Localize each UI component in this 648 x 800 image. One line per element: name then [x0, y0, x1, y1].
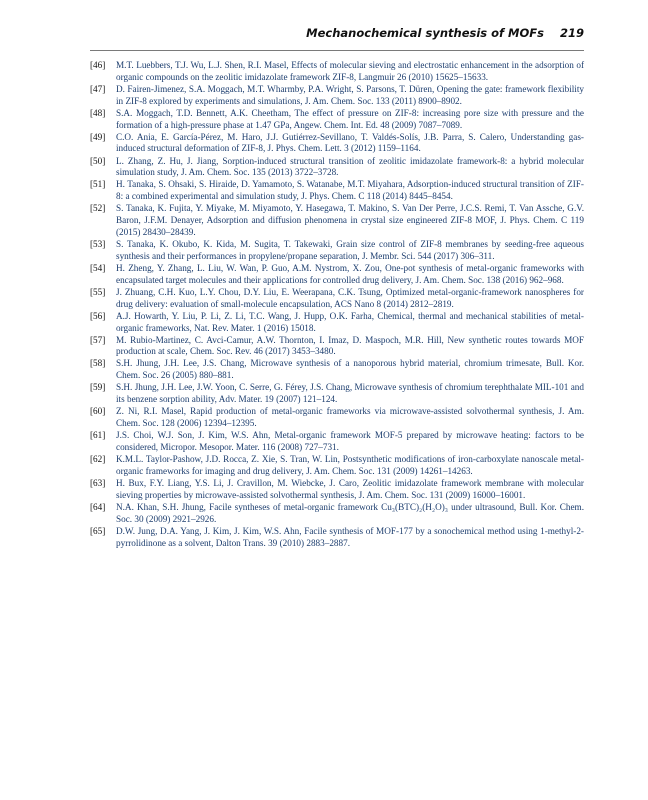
reference-item [90, 203, 584, 238]
reference-text[interactable]: J. Zhuang, C.H. Kuo, L.Y. Chou, D.Y. Liu, E. Weerapana, C.K. Tsung, Optimized metal-organic-framework nanospheres for drug delivery: evaluation of small-molecule encapsulation, ACS Nano 8 (2014) 2812–2819. [116, 286, 584, 309]
reference-item [90, 382, 584, 406]
reference-item [90, 132, 584, 156]
page-number: 219 [559, 26, 584, 40]
reference-number: [49] [90, 131, 106, 142]
reference-number: [58] [90, 358, 106, 369]
reference-item [90, 478, 584, 502]
reference-number: [54] [90, 262, 106, 273]
reference-item [90, 358, 584, 382]
reference-text[interactable]: Z. Ni, R.I. Masel, Rapid production of metal-organic frameworks via microwave-assisted solvothermal synthesis, J. Am. Chem. Soc. 128 (2006) 12394–12395. [116, 406, 584, 429]
reference-text[interactable]: N.A. Khan, S.H. Jhung, Facile syntheses of metal-organic framework Cu₃(BTC)₂(H₂O)₃ under ultrasound, Bull. Kor. Chem. Soc. 30 (2009) 2921–2926. [116, 501, 584, 524]
reference-item [90, 108, 584, 132]
running-header [90, 26, 584, 40]
running-title: Mechanochemical synthesis of MOFs [306, 26, 544, 40]
reference-number: [61] [90, 430, 106, 441]
reference-number: [47] [90, 83, 106, 94]
reference-number: [48] [90, 107, 106, 118]
reference-item [90, 84, 584, 108]
reference-text[interactable]: J.S. Choi, W.J. Son, J. Kim, W.S. Ahn, Metal-organic framework MOF-5 prepared by microwave heating: factors to be considered, Micropor. Mesopor. Mater. 116 (2008) 727–731. [116, 430, 584, 452]
reference-text[interactable]: H. Zheng, Y. Zhang, L. Liu, W. Wan, P. Guo, A.M. Nystrom, X. Zou, One-pot synthesis of metal-organic frameworks with encapsulated target molecules and their applications for controlled drug delivery, J. Am. Chem. Soc. 138 (2016) 962–968. [116, 262, 584, 285]
reference-number: [57] [90, 334, 106, 345]
reference-text[interactable]: D.W. Jung, D.A. Yang, J. Kim, J. Kim, W.S. Ahn, Facile synthesis of MOF-177 by a sonochemical method using 1-methyl-2-pyrrolidinone as a solvent, Dalton Trans. 39 (2010) 2883–2887. [116, 525, 584, 548]
reference-number: [64] [90, 501, 106, 512]
reference-number: [59] [90, 382, 106, 393]
reference-item [90, 502, 584, 526]
reference-text[interactable]: L. Zhang, Z. Hu, J. Jiang, Sorption-induced structural transition of zeolitic imidazolate framework-8: a hybrid molecular simulation study, J. Am. Chem. Soc. 135 (2013) 3722–3728. [116, 155, 584, 178]
reference-item [90, 454, 584, 478]
reference-number: [60] [90, 406, 106, 417]
reference-item [90, 311, 584, 335]
reference-text[interactable]: K.M.L. Taylor-Pashow, J.D. Rocca, Z. Xie, S. Tran, W. Lin, Postsynthetic modifications of iron-carboxylate nanoscale metal-organic frameworks for imaging and drug delivery, J. Am. Chem. Soc. 131 (2009) 14261–14263. [116, 454, 584, 476]
reference-number: [55] [90, 286, 106, 297]
reference-number: [56] [90, 310, 106, 321]
reference-text[interactable]: H. Tanaka, S. Ohsaki, S. Hiraide, D. Yamamoto, S. Watanabe, M.T. Miyahara, Adsorption-induced structural transition of ZIF-8: a combined experimental and simulation study, J. Phys. Chem. C 118 (2014) 8445–8454. [116, 179, 584, 202]
reference-number: [62] [90, 454, 106, 465]
reference-text[interactable]: C.O. Ania, E. García-Pérez, M. Haro, J.J. Gutiérrez-Sevillano, T. Valdés-Solís, J.B. Parra, S. Calero, Understanding gas-induced structural deformation of ZIF-8, J. Phys. Chem. Lett. 3 (2012) 1159–1164. [116, 131, 584, 154]
reference-number: [65] [90, 525, 106, 536]
reference-text[interactable]: S. Tanaka, K. Okubo, K. Kida, M. Sugita, T. Takewaki, Grain size control of ZIF-8 membranes by seeding-free aqueous synthesis and their performances in propylene/propane separation, J. Membr. Sci. 544 (2017) 306–311. [116, 239, 584, 261]
reference-item [90, 406, 584, 430]
reference-item [90, 60, 584, 84]
reference-text[interactable]: A.J. Howarth, Y. Liu, P. Li, Z. Li, T.C. Wang, J. Hupp, O.K. Farha, Chemical, thermal and mechanical stabilities of metal-organic frameworks, Nat. Rev. Mater. 1 (2016) 15018. [116, 310, 584, 333]
reference-item [90, 430, 584, 454]
reference-item [90, 156, 584, 180]
reference-number: [51] [90, 179, 106, 190]
reference-item [90, 287, 584, 311]
reference-text[interactable]: S. Tanaka, K. Fujita, Y. Miyake, M. Miyamoto, Y. Hasegawa, T. Makino, S. Van Der Perre, J.C.S. Remi, T. Van Assche, G.V. Baron, J.F.M. Denayer, Adsorption and diffusion phenomena in crystal size engineered ZIF-8 MOF, J. Phys. Chem. C 119 (2015) 28430–28439. [116, 203, 584, 237]
reference-number: [52] [90, 203, 106, 214]
reference-text[interactable]: S.H. Jhung, J.H. Lee, J.S. Chang, Microwave synthesis of a nanoporous hybrid material, chromium trimesate, Bull. Kor. Chem. Soc. 26 (2005) 880–881. [116, 358, 584, 381]
reference-number: [50] [90, 155, 106, 166]
header-rule [90, 50, 584, 51]
reference-text[interactable]: M. Rubio-Martinez, C. Avci-Camur, A.W. Thornton, I. Imaz, D. Maspoch, M.R. Hill, New synthetic routes towards MOF production at scale, Chem. Soc. Rev. 46 (2017) 3453–3480. [116, 334, 584, 357]
reference-text[interactable]: S.H. Jhung, J.H. Lee, J.W. Yoon, C. Serre, G. Férey, J.S. Chang, Microwave synthesis of chromium terephthalate MIL-101 and its benzene sorption ability, Adv. Mater. 19 (2007) 121–124. [116, 382, 584, 405]
reference-item [90, 239, 584, 263]
reference-number: [63] [90, 477, 106, 488]
reference-item [90, 179, 584, 203]
reference-text[interactable]: S.A. Moggach, T.D. Bennett, A.K. Cheetham, The effect of pressure on ZIF-8: increasing pore size with pressure and the formation of a high-pressure phase at 1.47 GPa, Angew. Chem. Int. Ed. 48 (2009) 7087–7089. [116, 107, 584, 130]
reference-number: [53] [90, 239, 106, 250]
reference-text[interactable]: M.T. Luebbers, T.J. Wu, L.J. Shen, R.I. Masel, Effects of molecular sieving and electrostatic enhancement in the adsorption of organic compounds on the zeolitic imidazolate framework ZIF-8, Langmuir 26 (2010) 15625–15633. [116, 60, 584, 82]
reference-item [90, 335, 584, 359]
reference-item [90, 526, 584, 550]
reference-list [90, 60, 584, 550]
reference-text[interactable]: H. Bux, F.Y. Liang, Y.S. Li, J. Cravillon, M. Wiebcke, J. Caro, Zeolitic imidazolate framework membrane with molecular sieving properties by microwave-assisted solvothermal synthesis, J. Am. Chem. Soc. 131 (2009) 16000–16001. [116, 477, 584, 500]
reference-number: [46] [90, 60, 106, 70]
reference-text[interactable]: D. Fairen-Jimenez, S.A. Moggach, M.T. Wharmby, P.A. Wright, S. Parsons, T. Düren, Opening the gate: framework flexibility in ZIF-8 explored by experiments and simulations, J. Am. Chem. Soc. 133 (2011) 8900–8902. [116, 83, 584, 106]
reference-item [90, 263, 584, 287]
